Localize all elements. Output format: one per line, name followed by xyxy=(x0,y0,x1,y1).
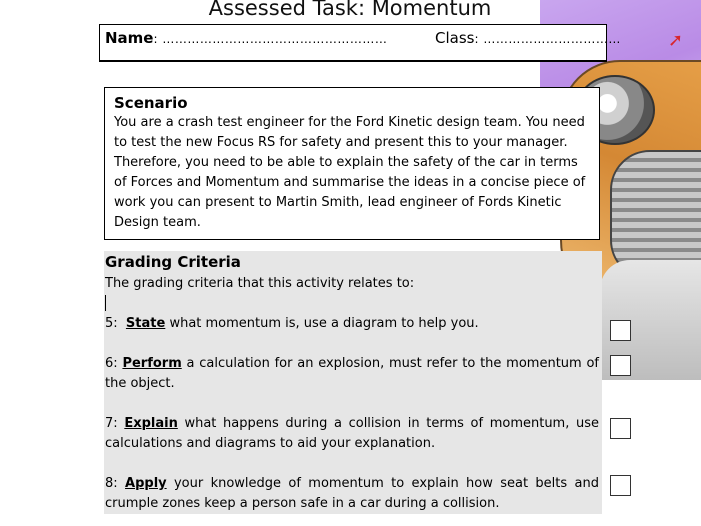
name-field[interactable] xyxy=(105,29,387,47)
criterion-number: 8: xyxy=(105,476,118,491)
checkbox-criterion-8[interactable] xyxy=(610,475,631,496)
grading-intro: The grading criteria that this activity relates to: xyxy=(105,276,415,291)
scenario-box xyxy=(104,87,600,240)
scenario-text: You are a crash test engineer for the Ford Kinetic design team. You need to test the new Focus RS for safety and present this to your manager. Therefore, you need to be able to explain the safety of the car in terms of Forces and Momentum and summarise the ideas in a concise piece of work you can present to Martin Smith, lead engineer of Fords Kinetic Design team. xyxy=(114,115,586,230)
car-sketch-image: ➚ xyxy=(540,0,701,380)
criterion-text: what happens during a collision in terms of momentum, use calculations and diagrams to aid your explanation. xyxy=(105,416,600,451)
checkbox-criterion-6[interactable] xyxy=(610,355,631,376)
criterion-text: a calculation for an explosion, must refer to the momentum of the object. xyxy=(105,356,599,391)
criterion-verb: State xyxy=(125,316,166,331)
class-field[interactable] xyxy=(435,29,621,47)
checkbox-criterion-5[interactable] xyxy=(610,320,631,341)
text-cursor xyxy=(105,295,106,311)
criterion-verb: Perform xyxy=(122,356,182,371)
grading-criteria-section xyxy=(104,251,602,514)
criterion-7 xyxy=(105,414,599,454)
criterion-5 xyxy=(105,314,599,334)
page-title: Assessed Task: Momentum xyxy=(208,0,492,20)
name-label: Name xyxy=(105,29,154,47)
class-label: Class xyxy=(435,29,475,47)
criterion-number: 6: xyxy=(105,356,118,371)
criterion-6 xyxy=(105,354,599,394)
name-class-box xyxy=(99,24,621,62)
criterion-verb: Explain xyxy=(124,416,178,431)
name-dots: : ……………………………………………… xyxy=(153,32,388,46)
checkbox-criterion-7[interactable] xyxy=(610,418,631,439)
criterion-text: what momentum is, use a diagram to help you. xyxy=(165,316,479,331)
criterion-8 xyxy=(105,474,599,514)
criterion-number: 5: xyxy=(105,316,118,331)
class-dots: : …………………………… xyxy=(474,32,621,46)
criterion-number: 7: xyxy=(105,416,118,431)
scenario-heading: Scenario xyxy=(114,94,188,112)
criterion-verb: Apply xyxy=(125,476,167,491)
grading-heading: Grading Criteria xyxy=(105,253,241,271)
criterion-text: your knowledge of momentum to explain how seat belts and crumple zones keep a person safe in a car during a collision. xyxy=(105,476,599,511)
